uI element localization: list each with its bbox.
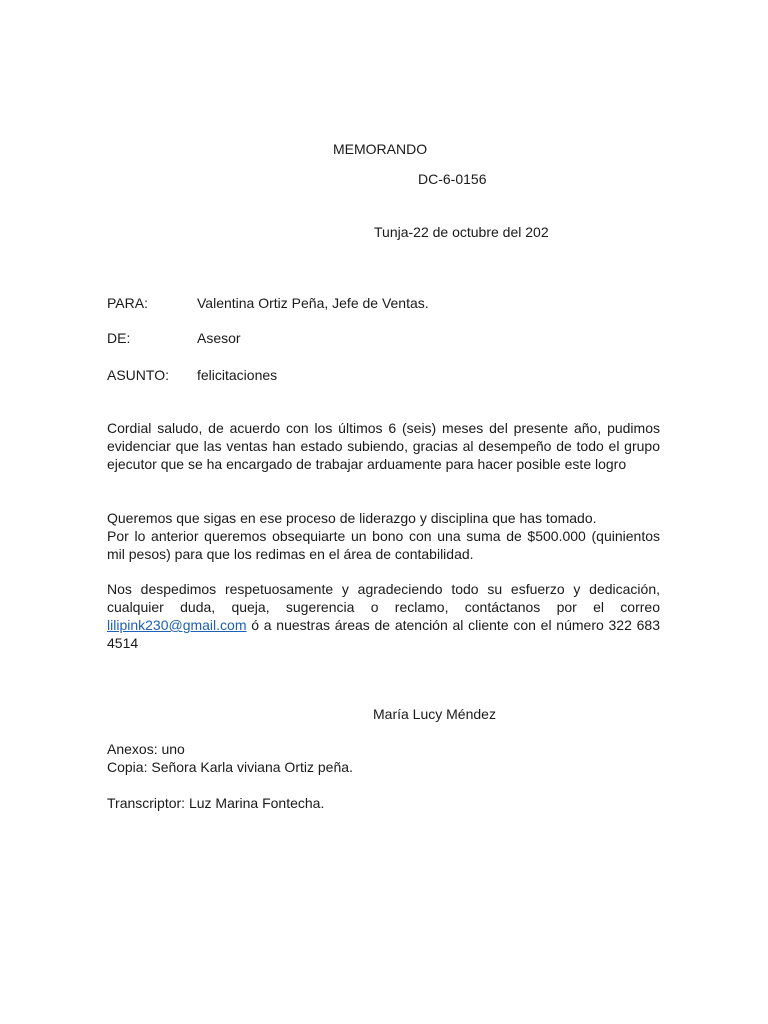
memo-date: Tunja-22 de octubre del 202 — [374, 224, 549, 240]
signature-name: María Lucy Méndez — [373, 706, 496, 722]
annexes-line: Anexos: uno — [107, 741, 185, 757]
transcriptor-line: Transcriptor: Luz Marina Fontecha. — [107, 795, 325, 811]
para-value: Valentina Ortiz Peña, Jefe de Ventas. — [197, 295, 429, 311]
body-paragraph-2-line-2: Por lo anterior queremos obsequiarte un bono con una suma de $500.000 (quinientos mil pesos) para que los redimas en el área de contabilidad. — [107, 528, 660, 562]
paragraph-3-text-after: ó a nuestras áreas de atención al cliente con el número 322 683 4514 — [107, 617, 660, 651]
body-paragraph-2-line-1: Queremos que sigas en ese proceso de liderazgo y disciplina que has tomado. — [107, 510, 597, 526]
para-label: PARA: — [107, 295, 148, 311]
memo-title: MEMORANDO — [333, 141, 428, 157]
body-paragraph-1: Cordial saludo, de acuerdo con los últimos 6 (seis) meses del presente año, pudimos evidenciar que las ventas han estado subiendo, gracias al desempeño de todo el grupo ejecutor que se ha encargado de trabajar arduamente para hacer posible este logro — [107, 420, 660, 472]
email-link[interactable]: lilipink230@gmail.com — [107, 617, 247, 633]
asunto-value: felicitaciones — [197, 367, 278, 383]
asunto-label: ASUNTO: — [107, 367, 169, 383]
de-label: DE: — [107, 330, 131, 346]
copy-line: Copia: Señora Karla viviana Ortiz peña. — [107, 759, 353, 775]
de-value: Asesor — [197, 330, 241, 346]
body-paragraph-2 — [107, 509, 660, 563]
memo-code: DC-6-0156 — [418, 171, 487, 187]
paragraph-3-text-before: Nos despedimos respetuosamente y agradeciendo todo su esfuerzo y dedicación, cualquier duda, queja, sugerencia o reclamo, contáctanos por el correo — [107, 581, 660, 615]
body-paragraph-3 — [107, 580, 660, 652]
